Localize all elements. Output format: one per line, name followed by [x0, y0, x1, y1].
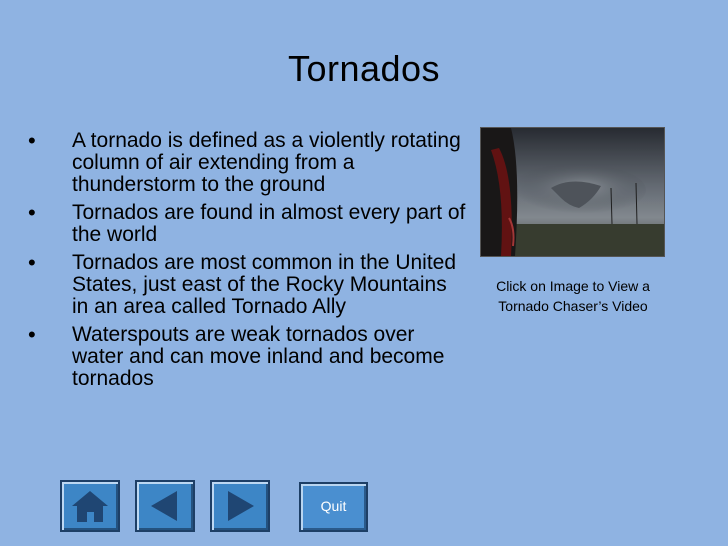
- home-button[interactable]: [60, 480, 120, 532]
- bullet-text: Tornados are found in almost every part of the world: [72, 201, 466, 246]
- bullet-dot: •: [28, 200, 36, 225]
- tornado-video-thumbnail[interactable]: [480, 127, 665, 257]
- bullet-dot: •: [28, 128, 36, 153]
- slide-title: Tornados: [287, 48, 441, 89]
- bullet-dot: •: [28, 250, 36, 275]
- bullet-item: [28, 324, 468, 390]
- bullet-dot: •: [28, 322, 36, 347]
- bullet-text: Tornados are most common in the United States, just east of the Rocky Mountains in an area called Tornado Ally: [72, 251, 457, 318]
- bullet-item: [28, 252, 468, 318]
- image-caption: Click on Image to View a Tornado Chaser’s Video: [496, 278, 650, 314]
- bullet-text: Waterspouts are weak tornados over water and can move inland and become tornados: [72, 323, 445, 390]
- home-icon: [62, 482, 118, 530]
- forward-arrow-icon: [212, 482, 268, 530]
- previous-slide-button[interactable]: [135, 480, 195, 532]
- quit-button[interactable]: Quit: [299, 482, 368, 532]
- bullet-list: [28, 130, 468, 396]
- back-arrow-icon: [137, 482, 193, 530]
- bullet-item: [28, 202, 468, 246]
- tornado-photo-image: [481, 128, 664, 256]
- bullet-text: A tornado is defined as a violently rotating column of air extending from a thunderstorm to the ground: [72, 129, 461, 196]
- next-slide-button[interactable]: [210, 480, 270, 532]
- bullet-item: [28, 130, 468, 196]
